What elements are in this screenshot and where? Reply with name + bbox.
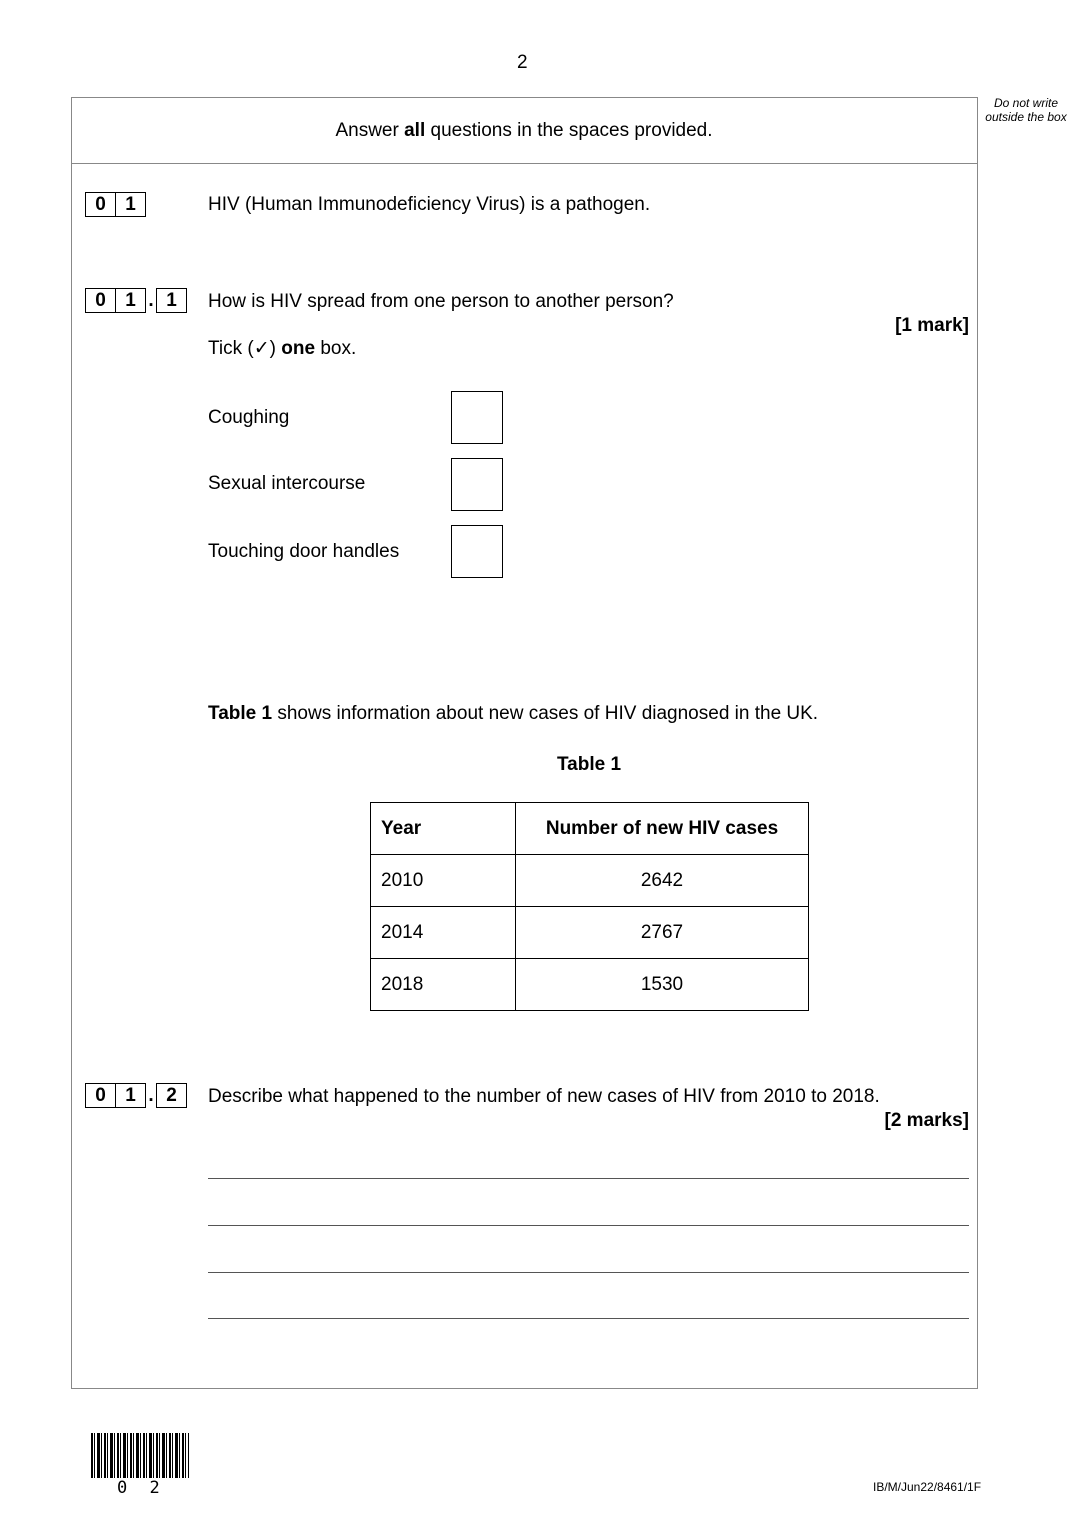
tick-box-sexual-intercourse[interactable] xyxy=(451,458,503,511)
page-number: 2 xyxy=(517,52,528,73)
table-row xyxy=(371,855,809,907)
answer-line[interactable] xyxy=(208,1225,969,1226)
qnum-digit: 1 xyxy=(116,192,146,217)
qnum-digit: 1 xyxy=(116,288,146,313)
tick-box-touching-door-handles[interactable] xyxy=(451,525,503,578)
answer-line[interactable] xyxy=(208,1318,969,1319)
column-header: Year xyxy=(371,803,516,855)
header-divider xyxy=(71,163,977,164)
tick-instruction-text: Tick (✓) xyxy=(208,338,282,359)
year-cell: 2018 xyxy=(371,959,516,1011)
instruction-bold: all xyxy=(404,120,426,141)
table-row xyxy=(371,959,809,1011)
answer-line[interactable] xyxy=(208,1272,969,1273)
year-cell: 2014 xyxy=(371,907,516,959)
marks-label: [1 mark] xyxy=(895,315,969,336)
question-number-01-1 xyxy=(85,288,187,313)
table-header-row xyxy=(371,803,809,855)
hiv-cases-table xyxy=(370,802,809,1011)
question-number-01-2 xyxy=(85,1083,187,1108)
table-intro-text: shows information about new cases of HIV diagnosed in the UK. xyxy=(272,703,819,724)
tick-instruction-end: box. xyxy=(315,338,357,359)
cases-cell: 2642 xyxy=(516,855,809,907)
qnum-digit: 0 xyxy=(85,288,116,313)
answer-line[interactable] xyxy=(208,1178,969,1179)
question-number-01 xyxy=(85,192,146,217)
cases-cell: 1530 xyxy=(516,959,809,1011)
qnum-digit: 0 xyxy=(85,192,116,217)
qnum-digit: 0 xyxy=(85,1083,116,1108)
option-label: Sexual intercourse xyxy=(208,473,366,494)
column-header: Number of new HIV cases xyxy=(516,803,809,855)
qnum-digit: 1 xyxy=(116,1083,146,1108)
cases-cell: 2767 xyxy=(516,907,809,959)
qnum-dot: . xyxy=(148,290,154,311)
table-intro xyxy=(208,703,818,725)
table-caption: Table 1 xyxy=(556,754,622,775)
tick-instruction-bold: one xyxy=(281,338,316,359)
instruction-text-end: questions in the spaces provided. xyxy=(425,120,713,141)
margin-note: Do not write outside the box xyxy=(985,96,1067,124)
question-01-2-text: Describe what happened to the number of new cases of HIV from 2010 to 2018. xyxy=(208,1086,880,1107)
barcode xyxy=(91,1433,189,1478)
instruction xyxy=(71,120,977,142)
year-cell: 2010 xyxy=(371,855,516,907)
qnum-digit: 2 xyxy=(156,1083,187,1108)
table-row xyxy=(371,907,809,959)
barcode-number: 0 2 xyxy=(117,1478,166,1498)
table-intro-bold: Table 1 xyxy=(208,703,273,724)
tick-instruction xyxy=(208,338,356,360)
marks-label: [2 marks] xyxy=(884,1110,969,1131)
qnum-dot: . xyxy=(148,1085,154,1106)
footer-code: IB/M/Jun22/8461/1F xyxy=(873,1480,982,1494)
qnum-digit: 1 xyxy=(156,288,187,313)
question-01-text: HIV (Human Immunodeficiency Virus) is a pathogen. xyxy=(208,194,651,215)
question-01-1-text: How is HIV spread from one person to another person? xyxy=(208,291,674,312)
tick-box-coughing[interactable] xyxy=(451,391,503,444)
option-label: Coughing xyxy=(208,407,290,428)
instruction-text: Answer xyxy=(335,120,405,141)
option-label: Touching door handles xyxy=(208,541,400,562)
